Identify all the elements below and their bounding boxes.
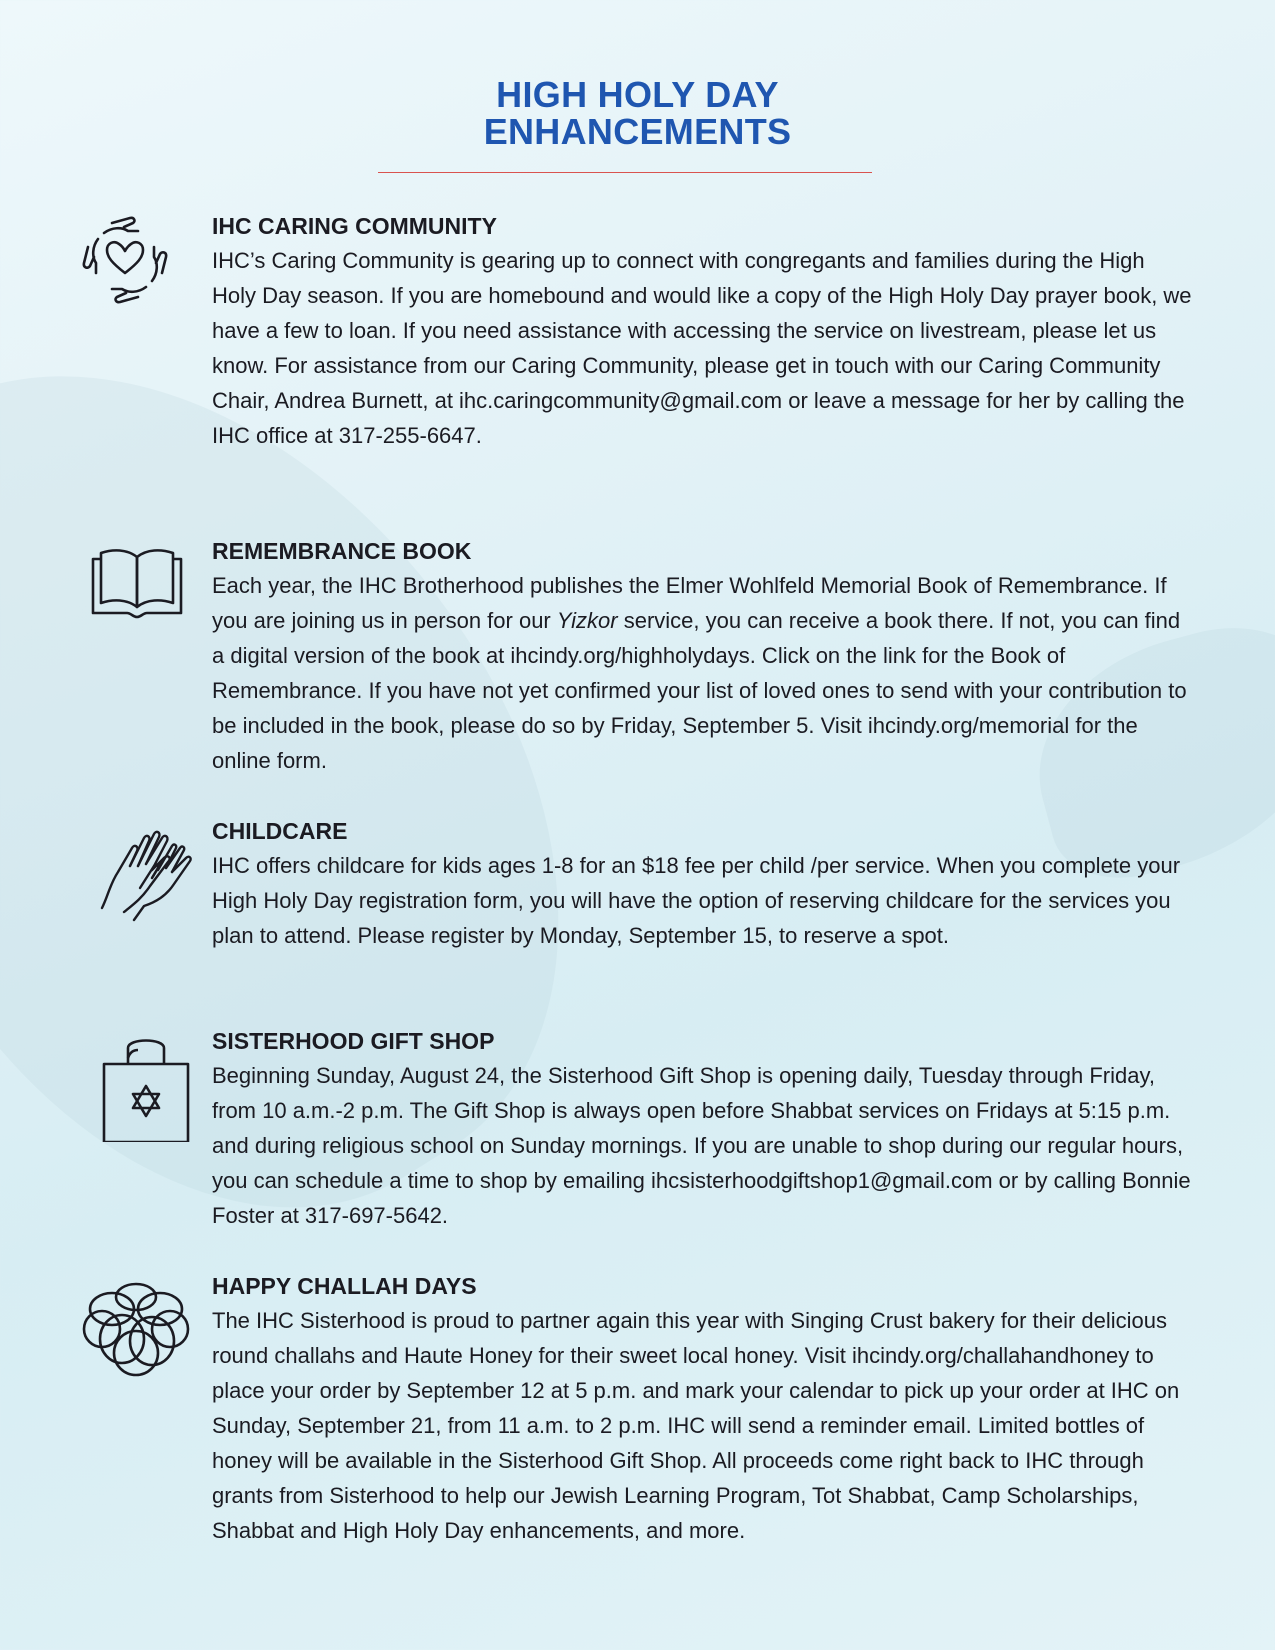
section-content	[212, 814, 1192, 953]
page-title-line-2: ENHANCEMENTS	[483, 111, 792, 152]
section-heading: HAPPY CHALLAH DAYS	[212, 1273, 477, 1299]
section-content	[212, 209, 1192, 453]
section-body	[212, 568, 1192, 778]
section-heading: CHILDCARE	[212, 818, 348, 844]
section-body: IHC’s Caring Community is gearing up to connect with congregants and families during the High Holy Day season. If you are homebound and would like a copy of the High Holy Day prayer book, we have a few to loan. If you need assistance with accessing the service on livestream, please let us know. For assistance from our Caring Community, please get in touch with our Caring Community Chair, Andrea Burnett, at ihc.caringcommunity@gmail.com or leave a message for her by calling the IHC office at 317-255-6647.	[212, 248, 1192, 448]
section-body: IHC offers childcare for kids ages 1-8 for an $18 fee per child /per service. When you complete your High Holy Day registration form, you will have the option of reserving childcare for the services you plan to attend. Please register by Monday, September 15, to reserve a spot.	[212, 853, 1181, 948]
title-divider	[378, 172, 872, 173]
section-content	[212, 1024, 1192, 1233]
body-text-before: Each year, the IHC Brotherhood publishes the Elmer Wohlfeld Memorial Book of Remembrance. If you are joining us in person for our	[212, 573, 1167, 633]
page-title-line-1: HIGH HOLY DAY	[496, 74, 779, 115]
shopping-bag-star-icon	[100, 1034, 192, 1142]
section-body: Beginning Sunday, August 24, the Sisterhood Gift Shop is opening daily, Tuesday through Friday, from 10 a.m.-2 p.m. The Gift Shop is always open before Shabbat services on Fridays at 5:15 p.m. and during religious school on Sunday mornings. If you are unable to shop during our regular hours, you can schedule a time to shop by emailing ihcsisterhoodgiftshop1@gmail.com or by calling Bonnie Foster at 317-697-5642.	[212, 1063, 1191, 1228]
round-challah-icon	[82, 1281, 190, 1377]
section-heading: IHC CARING COMMUNITY	[212, 213, 497, 239]
section-heading: REMEMBRANCE BOOK	[212, 538, 472, 564]
open-book-icon	[91, 543, 183, 623]
section-heading: SISTERHOOD GIFT SHOP	[212, 1028, 495, 1054]
section-body: The IHC Sisterhood is proud to partner again this year with Singing Crust bakery for their delicious round challahs and Haute Honey for their sweet local honey. Visit ihcindy.org/challahandhoney to place your order by September 12 at 5 p.m. and mark your calendar to pick up your order at IHC on Sunday, September 21, from 11 a.m. to 2 p.m. IHC will send a reminder email. Limited bottles of honey will be available in the Sisterhood Gift Shop. All proceeds come right back to IHC through grants from Sisterhood to help our Jewish Learning Program, Tot Shabbat, Camp Scholarships, Shabbat and High Holy Day enhancements, and more.	[212, 1308, 1180, 1543]
body-text-italic: Yizkor	[556, 608, 618, 633]
adult-child-hands-icon	[100, 826, 194, 924]
section-content	[212, 1269, 1192, 1548]
caring-hands-heart-icon	[82, 215, 168, 305]
page-title	[0, 76, 1275, 150]
section-content	[212, 534, 1192, 778]
body-text-after: service, you can receive a book there. If not, you can find a digital version of the book at ihcindy.org/highholydays. Click on the link for the Book of Remembrance. If you have not yet confirmed your list of loved ones to send with your contribution to be included in the book, please do so by Friday, September 5. Visit ihcindy.org/memorial for the online form.	[212, 608, 1187, 773]
